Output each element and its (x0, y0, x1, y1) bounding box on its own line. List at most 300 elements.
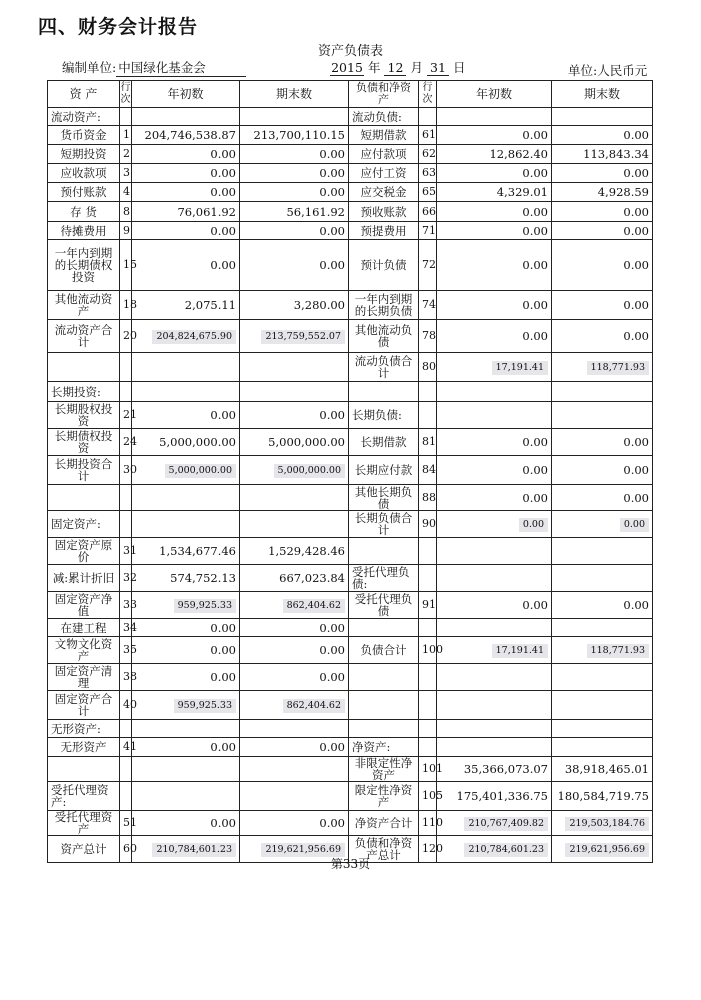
table-row (48, 565, 653, 592)
liability-end (552, 664, 653, 691)
highlighted-amount: 219,621,956.69 (565, 843, 649, 857)
liability-line-no: 66 (419, 202, 437, 222)
liability-line-no: 62 (419, 145, 437, 164)
liability-begin: 4,329.01 (437, 183, 552, 202)
liability-begin: 0.00 (437, 126, 552, 145)
asset-begin: 0.00 (132, 183, 240, 202)
asset-item: 固定资产合计 (48, 691, 120, 720)
liability-item (349, 619, 419, 637)
liability-item: 长期负债: (349, 402, 419, 429)
asset-begin: 0.00 (132, 637, 240, 664)
asset-begin (132, 353, 240, 382)
liability-line-no: 80 (419, 353, 437, 382)
liability-begin: 0.00 (437, 291, 552, 320)
liability-end (552, 108, 653, 126)
asset-line-no (120, 757, 132, 782)
asset-begin: 0.00 (132, 164, 240, 183)
liability-begin (437, 664, 552, 691)
liability-item: 流动负债合计 (349, 353, 419, 382)
liability-begin (437, 738, 552, 757)
asset-line-no (120, 108, 132, 126)
liability-line-no: 61 (419, 126, 437, 145)
liability-end (552, 738, 653, 757)
table-row (48, 720, 653, 738)
asset-end: 0.00 (240, 183, 349, 202)
asset-line-no: 4 (120, 183, 132, 202)
liability-line-no: 120 (419, 836, 437, 863)
liability-line-no: 63 (419, 164, 437, 183)
liability-line-no (419, 691, 437, 720)
highlighted-amount: 5,000,000.00 (274, 464, 345, 478)
asset-end (240, 382, 349, 402)
liability-end (552, 538, 653, 565)
highlighted-amount: 0.00 (519, 518, 548, 532)
liability-begin: 0.00 (437, 240, 552, 291)
asset-line-no: 34 (120, 619, 132, 637)
liability-line-no (419, 538, 437, 565)
asset-item: 长期投资: (48, 382, 120, 402)
asset-begin (132, 511, 240, 538)
liability-line-no (419, 738, 437, 757)
asset-end (240, 353, 349, 382)
table-row (48, 538, 653, 565)
liability-item: 长期借款 (349, 429, 419, 456)
asset-line-no: 38 (120, 664, 132, 691)
liability-end: 0.00 (552, 240, 653, 291)
header-end-balance-2: 期末数 (552, 81, 653, 108)
liability-begin: 175,401,336.75 (437, 782, 552, 811)
asset-item: 长期股权投资 (48, 402, 120, 429)
report-date (330, 58, 465, 76)
table-row (48, 240, 653, 291)
liability-line-no (419, 619, 437, 637)
asset-begin: 2,075.11 (132, 291, 240, 320)
asset-line-no: 51 (120, 811, 132, 836)
header-line-no: 行次 (120, 81, 132, 108)
liability-end: 0.00 (552, 164, 653, 183)
liability-line-no (419, 664, 437, 691)
liability-item: 长期应付款 (349, 456, 419, 485)
asset-begin (132, 691, 240, 720)
liability-begin: 0.00 (437, 485, 552, 511)
asset-begin: 1,534,677.46 (132, 538, 240, 565)
liability-end (552, 619, 653, 637)
liability-item: 负债和净资产总计 (349, 836, 419, 863)
highlighted-amount: 17,191.41 (492, 644, 548, 658)
asset-item (48, 485, 120, 511)
liability-end: 0.00 (552, 222, 653, 240)
asset-item: 固定资产清理 (48, 664, 120, 691)
liability-end: 0.00 (552, 592, 653, 619)
liability-end: 113,843.34 (552, 145, 653, 164)
liability-begin: 0.00 (437, 164, 552, 183)
table-row (48, 382, 653, 402)
liability-begin: 0.00 (437, 456, 552, 485)
asset-end: 0.00 (240, 222, 349, 240)
liability-begin (437, 637, 552, 664)
asset-line-no: 24 (120, 429, 132, 456)
liability-item: 应交税金 (349, 183, 419, 202)
asset-line-no: 9 (120, 222, 132, 240)
asset-line-no: 32 (120, 565, 132, 592)
header-end-balance: 期末数 (240, 81, 349, 108)
asset-item: 固定资产: (48, 511, 120, 538)
asset-begin: 0.00 (132, 222, 240, 240)
liability-begin: 0.00 (437, 222, 552, 240)
liability-item: 预收账款 (349, 202, 419, 222)
asset-end (240, 511, 349, 538)
liability-end: 0.00 (552, 202, 653, 222)
table-row (48, 757, 653, 782)
liability-line-no (419, 720, 437, 738)
asset-end: 56,161.92 (240, 202, 349, 222)
liability-end: 0.00 (552, 320, 653, 353)
asset-end (240, 456, 349, 485)
reporting-unit (62, 58, 246, 77)
asset-end: 0.00 (240, 240, 349, 291)
table-header-row (48, 81, 653, 108)
liability-item: 净资产合计 (349, 811, 419, 836)
liability-line-no: 105 (419, 782, 437, 811)
asset-item: 长期债权投资 (48, 429, 120, 456)
liability-item (349, 691, 419, 720)
table-row (48, 637, 653, 664)
asset-item: 固定资产原价 (48, 538, 120, 565)
asset-line-no: 40 (120, 691, 132, 720)
asset-begin (132, 757, 240, 782)
liability-end (552, 811, 653, 836)
asset-item: 受托代理资产 (48, 811, 120, 836)
highlighted-amount: 210,784,601.23 (464, 843, 548, 857)
asset-end (240, 782, 349, 811)
asset-end: 667,023.84 (240, 565, 349, 592)
table-row (48, 145, 653, 164)
liability-item: 预提费用 (349, 222, 419, 240)
asset-end: 0.00 (240, 619, 349, 637)
asset-end: 0.00 (240, 664, 349, 691)
asset-end (240, 485, 349, 511)
asset-begin (132, 456, 240, 485)
asset-begin: 0.00 (132, 811, 240, 836)
asset-begin: 574,752.13 (132, 565, 240, 592)
asset-item: 待摊费用 (48, 222, 120, 240)
table-row (48, 782, 653, 811)
highlighted-amount: 862,404.62 (283, 599, 345, 613)
asset-line-no: 60 (120, 836, 132, 863)
highlighted-amount: 959,925.33 (174, 599, 236, 613)
asset-end: 0.00 (240, 145, 349, 164)
liability-end (552, 637, 653, 664)
table-row (48, 619, 653, 637)
asset-end: 0.00 (240, 164, 349, 183)
asset-line-no (120, 353, 132, 382)
liability-item (349, 720, 419, 738)
highlighted-amount: 219,621,956.69 (261, 843, 345, 857)
liability-line-no: 88 (419, 485, 437, 511)
asset-begin (132, 320, 240, 353)
liability-begin: 0.00 (437, 320, 552, 353)
highlighted-amount: 17,191.41 (492, 361, 548, 375)
asset-begin: 0.00 (132, 145, 240, 164)
asset-item: 流动资产合计 (48, 320, 120, 353)
asset-end: 3,280.00 (240, 291, 349, 320)
table-row (48, 291, 653, 320)
table-row (48, 485, 653, 511)
asset-begin (132, 382, 240, 402)
liability-line-no (419, 382, 437, 402)
asset-begin: 0.00 (132, 664, 240, 691)
table-row (48, 511, 653, 538)
header-line-no-2: 行次 (419, 81, 437, 108)
table-row (48, 183, 653, 202)
highlighted-amount: 210,784,601.23 (152, 843, 236, 857)
asset-item: 无形资产: (48, 720, 120, 738)
asset-line-no: 20 (120, 320, 132, 353)
asset-begin: 0.00 (132, 402, 240, 429)
table-row (48, 664, 653, 691)
liability-begin (437, 811, 552, 836)
table-row (48, 320, 653, 353)
table-row (48, 429, 653, 456)
asset-line-no: 3 (120, 164, 132, 183)
balance-sheet-table (47, 80, 653, 863)
liability-begin (437, 353, 552, 382)
asset-begin: 0.00 (132, 619, 240, 637)
liability-line-no: 74 (419, 291, 437, 320)
asset-begin (132, 592, 240, 619)
liability-item: 一年内到期的长期负债 (349, 291, 419, 320)
table-row (48, 402, 653, 429)
liability-line-no (419, 565, 437, 592)
liability-begin (437, 538, 552, 565)
liability-line-no: 84 (419, 456, 437, 485)
asset-begin: 0.00 (132, 240, 240, 291)
page-number: 第33页 (330, 857, 371, 871)
asset-end (240, 720, 349, 738)
asset-line-no (120, 720, 132, 738)
table-row (48, 738, 653, 757)
highlighted-amount: 118,771.93 (587, 644, 649, 658)
table-row (48, 222, 653, 240)
asset-end: 5,000,000.00 (240, 429, 349, 456)
asset-end: 0.00 (240, 738, 349, 757)
asset-item: 长期投资合计 (48, 456, 120, 485)
liability-item: 非限定性净资产 (349, 757, 419, 782)
asset-item: 资产总计 (48, 836, 120, 863)
highlighted-amount: 862,404.62 (283, 699, 345, 713)
asset-end: 0.00 (240, 811, 349, 836)
liability-begin (437, 108, 552, 126)
liability-item: 净资产: (349, 738, 419, 757)
asset-begin: 204,746,538.87 (132, 126, 240, 145)
liability-begin (437, 720, 552, 738)
asset-line-no: 35 (120, 637, 132, 664)
asset-line-no: 2 (120, 145, 132, 164)
liability-line-no: 101 (419, 757, 437, 782)
asset-end (240, 592, 349, 619)
liability-item (349, 382, 419, 402)
liability-item: 限定性净资产 (349, 782, 419, 811)
liability-item: 其他流动负债 (349, 320, 419, 353)
header-asset: 资 产 (48, 81, 120, 108)
liability-begin (437, 691, 552, 720)
liability-begin (437, 402, 552, 429)
liability-begin (437, 565, 552, 592)
liability-end: 38,918,465.01 (552, 757, 653, 782)
asset-line-no: 33 (120, 592, 132, 619)
asset-begin (132, 485, 240, 511)
asset-begin: 5,000,000.00 (132, 429, 240, 456)
currency-unit: 单位:人民币元 (568, 63, 648, 78)
header-liabilities: 负债和净资产 (349, 81, 419, 108)
liability-end (552, 382, 653, 402)
table-row (48, 202, 653, 222)
asset-line-no (120, 511, 132, 538)
liability-line-no: 81 (419, 429, 437, 456)
liability-item: 短期借款 (349, 126, 419, 145)
highlighted-amount: 118,771.93 (587, 361, 649, 375)
table-row (48, 353, 653, 382)
liability-item: 受托代理负债 (349, 592, 419, 619)
date-year-suffix: 年 (367, 60, 381, 75)
liability-end (552, 565, 653, 592)
asset-begin: 76,061.92 (132, 202, 240, 222)
liability-begin (437, 382, 552, 402)
asset-end (240, 691, 349, 720)
liability-item: 流动负债: (349, 108, 419, 126)
table-row (48, 126, 653, 145)
liability-begin (437, 619, 552, 637)
date-month: 12 (384, 60, 406, 76)
asset-end: 1,529,428.46 (240, 538, 349, 565)
asset-item: 货币资金 (48, 126, 120, 145)
liability-end (552, 402, 653, 429)
liability-item: 负债合计 (349, 637, 419, 664)
asset-begin (132, 782, 240, 811)
liability-line-no: 100 (419, 637, 437, 664)
liability-item: 其他长期负债 (349, 485, 419, 511)
unit-label: 编制单位: (62, 60, 117, 75)
highlighted-amount: 219,503,184.76 (565, 817, 649, 831)
asset-item: 存 货 (48, 202, 120, 222)
liability-item (349, 664, 419, 691)
highlighted-amount: 210,767,409.82 (464, 817, 548, 831)
date-day: 31 (427, 60, 449, 76)
table-row (48, 592, 653, 619)
liability-line-no: 78 (419, 320, 437, 353)
asset-line-no: 30 (120, 456, 132, 485)
liability-end (552, 353, 653, 382)
asset-begin (132, 108, 240, 126)
asset-begin: 0.00 (132, 738, 240, 757)
liability-end: 0.00 (552, 456, 653, 485)
liability-line-no: 72 (419, 240, 437, 291)
liability-line-no: 71 (419, 222, 437, 240)
asset-item: 固定资产净值 (48, 592, 120, 619)
liability-end: 4,928.59 (552, 183, 653, 202)
highlighted-amount: 213,759,552.07 (261, 330, 345, 344)
asset-item: 应收款项 (48, 164, 120, 183)
liability-item: 受托代理负债: (349, 565, 419, 592)
highlighted-amount: 204,824,675.90 (152, 330, 236, 344)
liability-line-no (419, 108, 437, 126)
liability-end: 0.00 (552, 429, 653, 456)
header-begin-balance: 年初数 (132, 81, 240, 108)
liability-begin: 0.00 (437, 202, 552, 222)
liability-end (552, 511, 653, 538)
table-row (48, 691, 653, 720)
date-year: 2015 (331, 60, 363, 75)
asset-end (240, 757, 349, 782)
asset-line-no (120, 382, 132, 402)
table-row (48, 108, 653, 126)
asset-end: 213,700,110.15 (240, 126, 349, 145)
asset-item: 减:累计折旧 (48, 565, 120, 592)
asset-end: 0.00 (240, 637, 349, 664)
asset-item: 短期投资 (48, 145, 120, 164)
date-month-suffix: 月 (410, 60, 423, 75)
asset-begin (132, 720, 240, 738)
liability-line-no: 91 (419, 592, 437, 619)
asset-item: 无形资产 (48, 738, 120, 757)
asset-line-no: 8 (120, 202, 132, 222)
liability-end: 180,584,719.75 (552, 782, 653, 811)
liability-line-no (419, 402, 437, 429)
highlighted-amount: 5,000,000.00 (165, 464, 236, 478)
liability-end: 0.00 (552, 485, 653, 511)
highlighted-amount: 959,925.33 (174, 699, 236, 713)
liability-line-no: 110 (419, 811, 437, 836)
liability-end: 0.00 (552, 291, 653, 320)
asset-item (48, 757, 120, 782)
asset-line-no: 41 (120, 738, 132, 757)
asset-item: 在建工程 (48, 619, 120, 637)
liability-line-no: 90 (419, 511, 437, 538)
liability-begin (437, 511, 552, 538)
unit-value: 中国绿化基金会 (116, 58, 246, 77)
asset-line-no: 18 (120, 291, 132, 320)
liability-begin: 12,862.40 (437, 145, 552, 164)
asset-line-no: 1 (120, 126, 132, 145)
document-title: 资产负债表 (317, 44, 383, 59)
liability-begin: 35,366,073.07 (437, 757, 552, 782)
liability-item: 预计负债 (349, 240, 419, 291)
highlighted-amount: 0.00 (620, 518, 649, 532)
asset-line-no (120, 485, 132, 511)
liability-end: 0.00 (552, 126, 653, 145)
report-heading: 四、财务会计报告 (38, 16, 199, 38)
asset-line-no (120, 782, 132, 811)
liability-end (552, 720, 653, 738)
asset-item: 文物文化资产 (48, 637, 120, 664)
asset-item: 预付账款 (48, 183, 120, 202)
liability-line-no: 65 (419, 183, 437, 202)
asset-line-no: 31 (120, 538, 132, 565)
asset-end (240, 320, 349, 353)
liability-item (349, 538, 419, 565)
asset-item (48, 353, 120, 382)
liability-item: 长期负债合计 (349, 511, 419, 538)
asset-item: 一年内到期的长期债权投资 (48, 240, 120, 291)
table-row (48, 811, 653, 836)
asset-end: 0.00 (240, 402, 349, 429)
asset-item: 流动资产: (48, 108, 120, 126)
liability-end (552, 691, 653, 720)
asset-line-no: 15 (120, 240, 132, 291)
date-day-suffix: 日 (452, 60, 466, 75)
asset-item: 受托代理资产: (48, 782, 120, 811)
header-begin-balance-2: 年初数 (437, 81, 552, 108)
